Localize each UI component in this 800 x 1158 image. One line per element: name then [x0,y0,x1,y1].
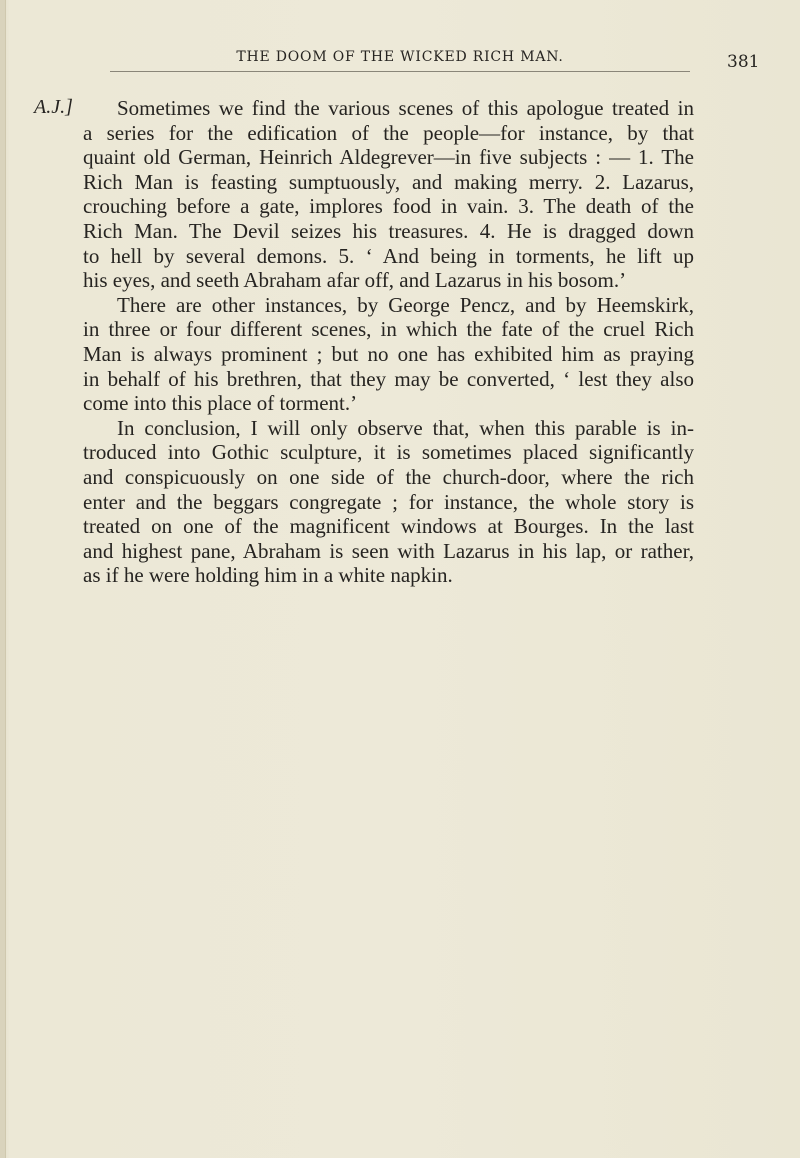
header-rule [110,71,690,72]
text-line: enter and the beggars congregate ; for instance, the whole story is [83,489,694,514]
paragraph-3 [83,416,694,588]
marginal-attribution: A.J.] [34,96,73,118]
text-line: in behalf of his brethren, that they may be converted, ‘ lest they also [83,366,694,391]
text-line: Rich Man. The Devil seizes his treasures. 4. He is dragged down [83,218,694,243]
paragraph-2 [83,293,694,416]
text-line: and highest pane, Abraham is seen with Lazarus in his lap, or rather, [83,538,694,563]
text-line: a series for the edification of the people—for instance, by that [83,120,694,145]
text-line: as if he were holding him in a white napkin. [83,563,453,588]
page-number: 381 [727,52,760,72]
text-line: troduced into Gothic sculpture, it is sometimes placed significantly [83,440,694,465]
text-line: his eyes, and seeth Abraham afar off, and Lazarus in his bosom.’ [83,268,627,293]
running-head-title: THE DOOM OF THE WICKED RICH MAN. [236,49,564,65]
text-line: crouching before a gate, implores food in vain. 3. The death of the [83,194,694,219]
body-text [83,96,694,588]
text-line: come into this place of torment.’ [83,391,358,416]
text-line: Sometimes we find the various scenes of this apologue treated in [117,96,694,120]
paragraph-1 [83,96,694,293]
text-line: Man is always prominent ; but no one has exhibited him as praying [83,341,694,366]
text-line: and conspicuously on one side of the church-door, where the rich [83,464,694,489]
binding-edge [0,0,6,1158]
text-line: to hell by several demons. 5. ‘ And being in torments, he lift up [83,243,694,268]
text-line: quaint old German, Heinrich Aldegrever—in five subjects : — 1. The [83,145,694,170]
text-line: Rich Man is feasting sumptuously, and making merry. 2. Lazarus, [83,169,694,194]
text-line: treated on one of the magnificent windows at Bourges. In the last [83,514,694,539]
text-line: There are other instances, by George Pencz, and by Heemskirk, [117,292,694,317]
text-line: in three or four different scenes, in which the fate of the cruel Rich [83,317,694,342]
text-line: In conclusion, I will only observe that, when this parable is in- [117,415,694,440]
